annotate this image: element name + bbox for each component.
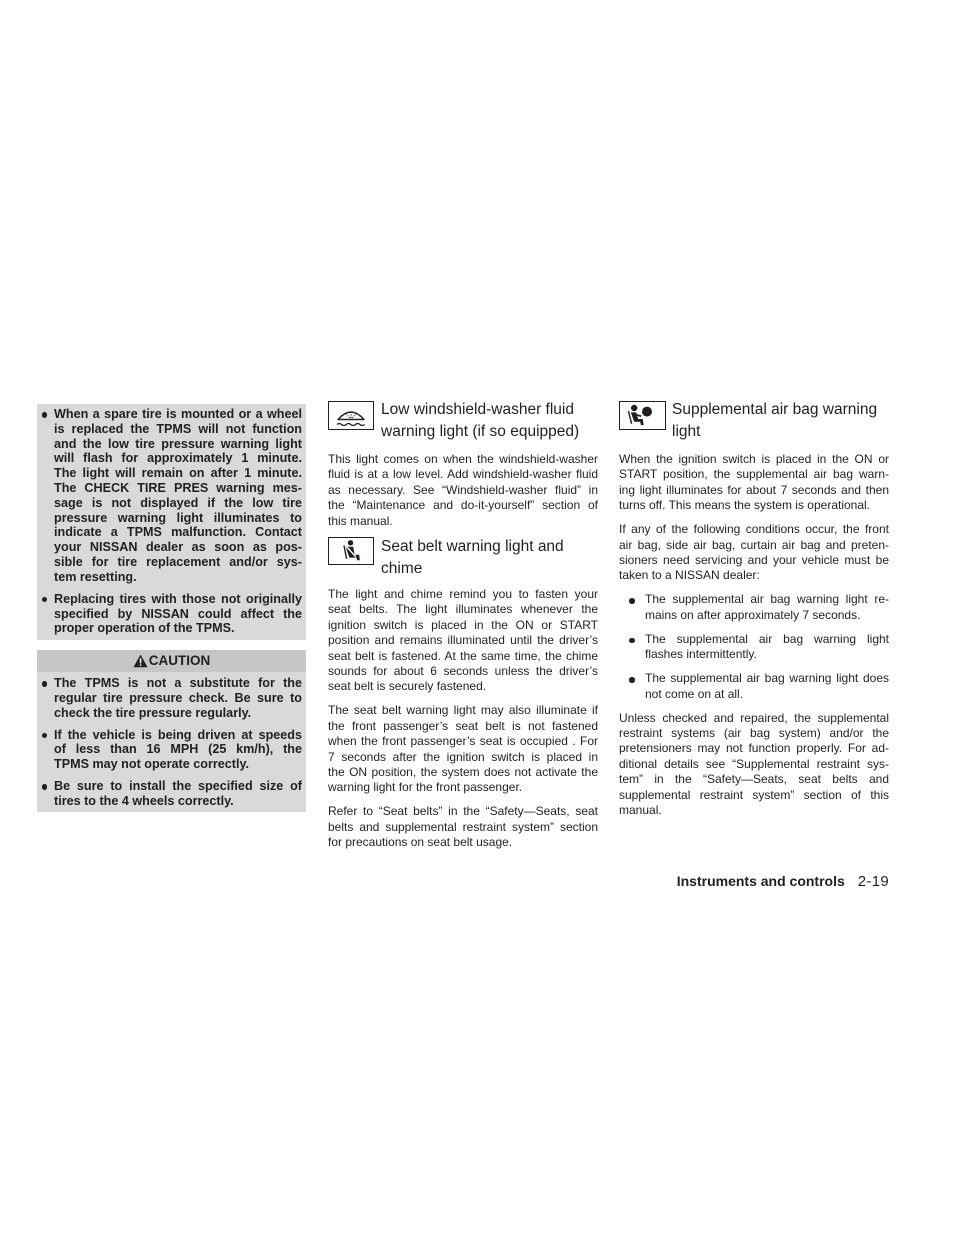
text-line: and the low tire pressure warning light — [54, 436, 302, 451]
air-bag-light-heading — [672, 399, 889, 442]
caution-label: CAUTION — [148, 653, 211, 668]
text-line: pretensioners may not function properly. For ad- — [619, 741, 889, 756]
text-line: sage is not displayed if the low tire — [54, 495, 302, 510]
text-line: belts and supplemental restraint system” section — [328, 819, 598, 834]
air-bag-light-body — [619, 452, 889, 819]
text-line: tem” in the “Safety—Seats, seat belts and — [619, 772, 889, 787]
text-line: TPMS may not operate correctly. — [54, 757, 250, 772]
text-line: warning light for the front passenger. — [328, 780, 523, 795]
text-line: The seat belt warning light may also illuminate if — [328, 703, 598, 718]
text-line: fluid is at a low level. Add windshield-washer fluid — [328, 467, 598, 482]
text-line: tires to the 4 wheels correctly. — [54, 793, 234, 808]
text-line: The TPMS is not a substitute for the — [54, 676, 302, 690]
text-line: regular tire pressure check. Be sure to — [54, 690, 302, 705]
page-footer — [677, 872, 889, 891]
text-line: The supplemental air bag warning light — [645, 631, 889, 646]
text-line: will flash for approximately 1 minute. — [54, 451, 302, 466]
text-line: is replaced the TPMS will not function — [54, 421, 302, 436]
text-line: If any of the following conditions occur, the front — [619, 522, 889, 537]
tpms-notes-panel — [37, 404, 306, 640]
text-line: When a spare tire is mounted or a wheel — [54, 407, 302, 421]
text-line: The light and chime remind you to fasten your — [328, 587, 598, 601]
caution-header — [37, 650, 306, 672]
text-line: specified by NISSAN could affect the — [54, 606, 302, 621]
bullet — [629, 598, 635, 604]
list-item — [54, 728, 302, 772]
text-line: mains on after approximately 7 seconds. — [645, 607, 861, 622]
bullet — [42, 784, 48, 790]
list-item — [619, 671, 889, 702]
section-title: Instruments and controls — [676, 873, 845, 889]
text-line: Supplemental air bag warning — [672, 401, 878, 418]
text-line: warning light (if so equipped) — [381, 422, 580, 440]
air-bag-warning-icon — [620, 402, 665, 429]
seat-belt-warning-icon — [329, 538, 373, 564]
text-line: Be sure to install the specified size of — [54, 779, 302, 794]
text-line: turns off. This means the system is operational. — [619, 498, 871, 513]
text-line: restraint systems (air bag system) and/or the — [619, 726, 889, 741]
text-line: taken to a NISSAN dealer: — [619, 568, 760, 583]
text-line: ditional details see “Supplemental restraint sys- — [619, 756, 889, 771]
text-line: sioners need servicing and your vehicle must be — [619, 553, 889, 568]
text-line: This light comes on when the windshield-washer — [328, 452, 598, 466]
washer-fluid-icon-box — [328, 401, 374, 430]
text-line: ignition switch is placed in the ON or START — [328, 617, 598, 632]
text-line: When the ignition switch is placed in the ON or — [619, 452, 889, 466]
text-line: proper operation of the TPMS. — [54, 621, 235, 636]
list-item — [619, 632, 889, 663]
bullet — [42, 412, 48, 418]
paragraph — [619, 711, 889, 819]
bullet — [42, 597, 48, 603]
text-line: the ON position, the system does not activate the — [328, 765, 598, 780]
text-line: Low windshield-washer fluid — [381, 401, 574, 418]
text-line: chime — [381, 559, 423, 577]
text-line: the “Maintenance and do-it-yourself” section of — [328, 498, 598, 513]
text-line: the front passenger’s seat belt is not fastened — [328, 718, 598, 733]
text-line: The supplemental air bag warning light does — [645, 671, 889, 686]
text-line: manual. — [619, 803, 662, 818]
list-item — [54, 676, 302, 720]
air-bag-icon-box — [619, 401, 666, 430]
page-number: 2-19 — [857, 873, 889, 890]
paragraph — [328, 587, 598, 695]
text-line: when the front passenger’s seat is occupied . For — [328, 734, 598, 749]
list-item — [54, 407, 302, 585]
seat-belt-icon-box — [328, 537, 374, 565]
bullet — [629, 677, 635, 683]
text-line: tem resetting. — [54, 569, 137, 584]
text-line: 7 seconds after the ignition switch is placed in — [328, 749, 598, 764]
washer-light-heading — [381, 399, 598, 442]
list-item — [619, 592, 889, 623]
list-item — [54, 592, 302, 636]
text-line: position and remains illuminated until the driver’s — [328, 633, 598, 648]
text-line: flashes intermittently. — [645, 647, 757, 662]
text-line: The light will remain on after 1 minute. — [54, 466, 302, 481]
warning-triangle-icon — [133, 654, 148, 668]
text-line: check the tire pressure regularly. — [54, 705, 252, 720]
text-line: for precautions on seat belt usage. — [328, 835, 513, 850]
text-line: Refer to “Seat belts” in the “Safety—Seats, seat — [328, 804, 598, 819]
paragraph — [619, 522, 889, 584]
text-line: pressure warning light illuminates to — [54, 510, 302, 525]
text-line: indicate a TPMS malfunction. Contact — [54, 525, 302, 540]
text-line: The supplemental air bag warning light re- — [645, 592, 889, 607]
text-line: sible for tire replacement and/or sys- — [54, 554, 302, 569]
text-line: light — [672, 422, 701, 440]
bullet — [42, 681, 48, 687]
text-line: Replacing tires with those not originally — [54, 591, 302, 606]
text-line: not come on at all. — [645, 686, 744, 701]
paragraph — [328, 804, 598, 850]
text-line: supplemental restraint system” section of this — [619, 787, 889, 802]
washer-fluid-warning-icon — [329, 402, 373, 429]
text-line: of less than 16 MPH (25 km/h), the — [54, 742, 302, 757]
washer-light-body — [328, 452, 598, 529]
text-line: START position, the supplemental air bag warn- — [619, 467, 889, 482]
text-line: The CHECK TIRE PRES warning mes- — [54, 480, 302, 495]
text-line: If the vehicle is being driven at speeds — [54, 727, 302, 742]
seat-belt-light-heading — [381, 536, 598, 579]
list-item — [54, 779, 302, 809]
text-line: your NISSAN dealer as soon as pos- — [54, 540, 302, 555]
caution-list — [54, 676, 302, 809]
paragraph — [619, 452, 889, 514]
paragraph — [328, 452, 598, 529]
paragraph — [328, 703, 598, 795]
text-line: Seat belt warning light and — [381, 538, 564, 555]
text-line: sounds for about 6 seconds unless the driver’s — [328, 664, 598, 679]
text-line: seat belts. The light illuminates whenever the — [328, 602, 598, 617]
text-line: this manual. — [328, 513, 393, 528]
tpms-notes-list — [54, 407, 302, 636]
text-line: seat belt is fastened. At the same time, the chime — [328, 648, 598, 663]
text-line: seat belt is securely fastened. — [328, 679, 487, 694]
caution-box — [37, 650, 306, 812]
text-line: ing light illuminates for about 7 seconds and then — [619, 482, 889, 497]
text-line: Unless checked and repaired, the supplemental — [619, 710, 889, 725]
bullet — [42, 733, 48, 739]
text-line: as necessary. See “Windshield-washer fluid” in — [328, 482, 598, 497]
seat-belt-light-body — [328, 587, 598, 851]
bullet — [629, 638, 635, 644]
text-line: air bag, side air bag, curtain air bag and preten- — [619, 537, 889, 552]
